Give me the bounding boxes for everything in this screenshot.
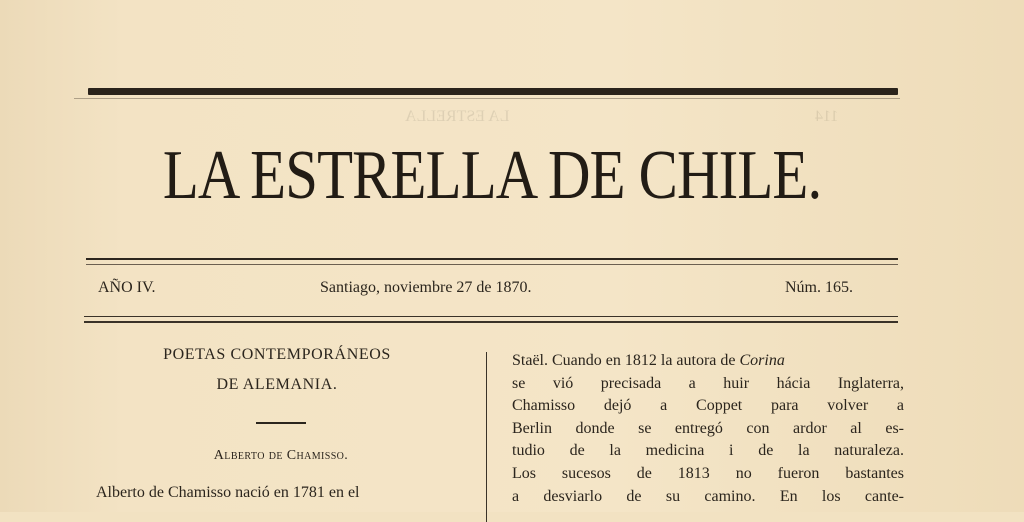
dateline-rule-thick <box>84 321 898 323</box>
dateline-rule-thin <box>84 316 898 317</box>
text-segment: tudio de la medicina i de la naturaleza. <box>512 442 904 460</box>
text-line <box>512 395 904 418</box>
text-segment: Chamisso dejó a Coppet para volver a <box>512 397 904 415</box>
text-segment: Staël. Cuando en 1812 la autora de <box>512 352 740 369</box>
right-column <box>512 350 904 508</box>
italic-segment: Corina <box>739 352 785 369</box>
title-separator <box>256 422 306 424</box>
article-byline: Alberto de Chamisso. <box>213 448 349 463</box>
text-line <box>512 350 904 373</box>
text-segment: Berlin donde se entregó con ardor al es- <box>512 419 904 437</box>
text-segment: a desviarlo de su camino. En los cante- <box>512 487 904 505</box>
left-column <box>96 340 466 504</box>
masthead-rule-thin <box>86 264 898 265</box>
text-line <box>512 486 904 509</box>
text-segment: Los sucesos de 1813 no fueron bastantes <box>512 464 904 482</box>
masthead-rule-thick <box>86 258 898 260</box>
text-segment: se vió precisada a huir hácia Inglaterra, <box>512 374 904 392</box>
text-line <box>512 418 904 441</box>
article-paragraph: Alberto de Chamisso nació en 1781 en el <box>96 484 360 501</box>
article-title-line1: POETAS CONTEMPORÁNEOS <box>163 346 391 363</box>
bleed-through-header: LA ESTRELLA <box>405 108 510 125</box>
year-label: AÑO IV. <box>98 279 156 296</box>
masthead-title: LA ESTRELLA DE CHILE. <box>162 137 822 214</box>
top-heavy-rule <box>88 88 898 95</box>
text-line <box>512 373 904 396</box>
bleed-through-page-number: 114 <box>815 108 839 125</box>
text-line <box>512 463 904 486</box>
issue-number: Núm. 165. <box>785 279 853 296</box>
article-title-line2: DE ALEMANIA. <box>216 376 338 393</box>
top-thin-rule <box>74 98 900 99</box>
text-line <box>512 440 904 463</box>
column-divider <box>486 352 487 522</box>
date-label: Santiago, noviembre 27 de 1870. <box>320 279 532 296</box>
